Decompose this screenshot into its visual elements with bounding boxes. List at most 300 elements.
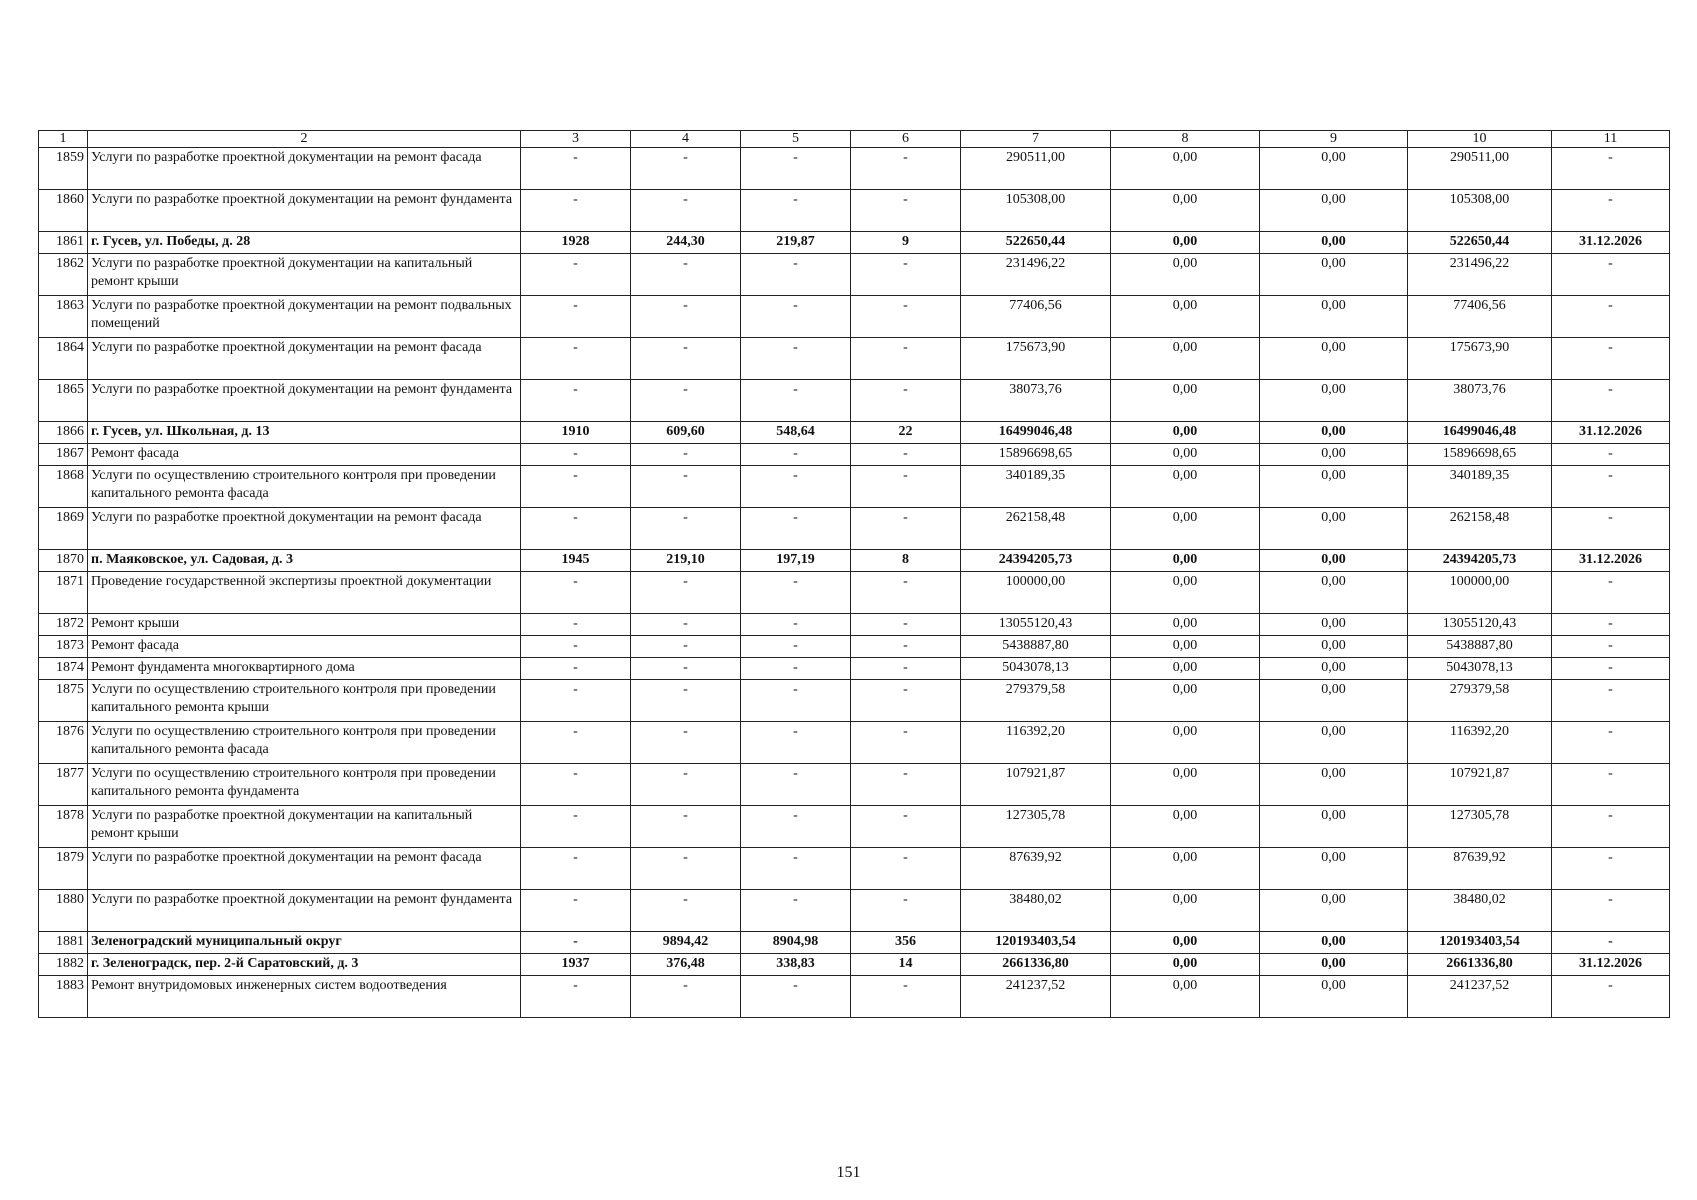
year-cell: - (521, 722, 631, 764)
area-total-cell: - (631, 148, 741, 190)
residents-cell: 8 (851, 550, 961, 572)
item-name: Услуги по разработке проектной документации на капитальный ремонт крыши (88, 254, 521, 296)
item-name: г. Гусев, ул. Школьная, д. 13 (88, 422, 521, 444)
area-total-cell: - (631, 658, 741, 680)
area-living-cell: - (741, 890, 851, 932)
area-living-cell: 219,87 (741, 232, 851, 254)
header-cell: 7 (961, 131, 1111, 148)
area-total-cell: - (631, 296, 741, 338)
fund-cost-cell: 0,00 (1111, 764, 1260, 806)
item-name: Услуги по разработке проектной документации на ремонт фасада (88, 848, 521, 890)
fund-cost-cell: 0,00 (1111, 508, 1260, 550)
total-cost-cell: 15896698,65 (961, 444, 1111, 466)
area-living-cell: - (741, 338, 851, 380)
table-row (39, 764, 1670, 806)
owner-cost-cell: 87639,92 (1408, 848, 1552, 890)
row-number: 1875 (39, 680, 88, 722)
owner-cost-cell: 107921,87 (1408, 764, 1552, 806)
row-number: 1861 (39, 232, 88, 254)
budget-cost-cell: 0,00 (1260, 954, 1408, 976)
year-cell: - (521, 148, 631, 190)
total-cost-cell: 100000,00 (961, 572, 1111, 614)
table-row (39, 444, 1670, 466)
table-body (39, 131, 1670, 1018)
item-name: п. Маяковское, ул. Садовая, д. 3 (88, 550, 521, 572)
item-name: Услуги по осуществлению строительного контроля при проведении капитального ремонта фасада (88, 466, 521, 508)
fund-cost-cell: 0,00 (1111, 722, 1260, 764)
row-number: 1876 (39, 722, 88, 764)
year-cell: - (521, 848, 631, 890)
budget-cost-cell: 0,00 (1260, 148, 1408, 190)
year-cell: - (521, 444, 631, 466)
budget-cost-cell: 0,00 (1260, 232, 1408, 254)
item-name: Услуги по разработке проектной документации на ремонт фундамента (88, 890, 521, 932)
owner-cost-cell: 100000,00 (1408, 572, 1552, 614)
year-cell: - (521, 466, 631, 508)
residents-cell: - (851, 296, 961, 338)
deadline-cell: - (1552, 614, 1670, 636)
budget-cost-cell: 0,00 (1260, 806, 1408, 848)
deadline-cell: - (1552, 976, 1670, 1018)
budget-cost-cell: 0,00 (1260, 508, 1408, 550)
total-cost-cell: 231496,22 (961, 254, 1111, 296)
table-row (39, 890, 1670, 932)
deadline-cell: - (1552, 466, 1670, 508)
deadline-cell: - (1552, 658, 1670, 680)
header-cell: 4 (631, 131, 741, 148)
owner-cost-cell: 262158,48 (1408, 508, 1552, 550)
budget-cost-cell: 0,00 (1260, 890, 1408, 932)
year-cell: - (521, 658, 631, 680)
area-living-cell: - (741, 380, 851, 422)
deadline-cell: - (1552, 380, 1670, 422)
budget-cost-cell: 0,00 (1260, 190, 1408, 232)
deadline-cell: - (1552, 722, 1670, 764)
row-number: 1873 (39, 636, 88, 658)
row-number: 1880 (39, 890, 88, 932)
table-row (39, 848, 1670, 890)
row-number: 1864 (39, 338, 88, 380)
residents-cell: 356 (851, 932, 961, 954)
budget-cost-cell: 0,00 (1260, 296, 1408, 338)
year-cell: - (521, 976, 631, 1018)
item-name: Услуги по осуществлению строительного контроля при проведении капитального ремонта фасада (88, 722, 521, 764)
deadline-cell: 31.12.2026 (1552, 232, 1670, 254)
table-row (39, 636, 1670, 658)
area-total-cell: - (631, 190, 741, 232)
deadline-cell: - (1552, 190, 1670, 232)
owner-cost-cell: 2661336,80 (1408, 954, 1552, 976)
table-row (39, 380, 1670, 422)
area-total-cell: - (631, 636, 741, 658)
owner-cost-cell: 38073,76 (1408, 380, 1552, 422)
total-cost-cell: 16499046,48 (961, 422, 1111, 444)
area-total-cell: - (631, 680, 741, 722)
area-living-cell: - (741, 254, 851, 296)
budget-cost-cell: 0,00 (1260, 422, 1408, 444)
item-name: Услуги по разработке проектной документации на ремонт фасада (88, 508, 521, 550)
table-row (39, 422, 1670, 444)
budget-cost-cell: 0,00 (1260, 338, 1408, 380)
year-cell: - (521, 636, 631, 658)
table-row (39, 572, 1670, 614)
owner-cost-cell: 15896698,65 (1408, 444, 1552, 466)
year-cell: - (521, 572, 631, 614)
fund-cost-cell: 0,00 (1111, 338, 1260, 380)
item-name: Ремонт фундамента многоквартирного дома (88, 658, 521, 680)
fund-cost-cell: 0,00 (1111, 254, 1260, 296)
deadline-cell: 31.12.2026 (1552, 422, 1670, 444)
residents-cell: - (851, 148, 961, 190)
total-cost-cell: 279379,58 (961, 680, 1111, 722)
budget-cost-cell: 0,00 (1260, 380, 1408, 422)
area-total-cell: - (631, 380, 741, 422)
year-cell: - (521, 614, 631, 636)
total-cost-cell: 262158,48 (961, 508, 1111, 550)
total-cost-cell: 105308,00 (961, 190, 1111, 232)
owner-cost-cell: 77406,56 (1408, 296, 1552, 338)
row-number: 1871 (39, 572, 88, 614)
owner-cost-cell: 13055120,43 (1408, 614, 1552, 636)
header-cell: 9 (1260, 131, 1408, 148)
deadline-cell: - (1552, 338, 1670, 380)
owner-cost-cell: 38480,02 (1408, 890, 1552, 932)
item-name: Услуги по разработке проектной документации на капитальный ремонт крыши (88, 806, 521, 848)
area-total-cell: 219,10 (631, 550, 741, 572)
total-cost-cell: 290511,00 (961, 148, 1111, 190)
budget-cost-cell: 0,00 (1260, 764, 1408, 806)
table-row (39, 508, 1670, 550)
item-name: Ремонт внутридомовых инженерных систем водоотведения (88, 976, 521, 1018)
fund-cost-cell: 0,00 (1111, 614, 1260, 636)
area-total-cell: - (631, 848, 741, 890)
deadline-cell: 31.12.2026 (1552, 954, 1670, 976)
header-cell: 3 (521, 131, 631, 148)
deadline-cell: - (1552, 444, 1670, 466)
total-cost-cell: 5438887,80 (961, 636, 1111, 658)
owner-cost-cell: 24394205,73 (1408, 550, 1552, 572)
item-name: Услуги по разработке проектной документации на ремонт подвальных помещений (88, 296, 521, 338)
row-number: 1863 (39, 296, 88, 338)
residents-cell: - (851, 190, 961, 232)
residents-cell: - (851, 806, 961, 848)
total-cost-cell: 38480,02 (961, 890, 1111, 932)
fund-cost-cell: 0,00 (1111, 572, 1260, 614)
budget-cost-cell: 0,00 (1260, 550, 1408, 572)
area-living-cell: - (741, 976, 851, 1018)
area-living-cell: - (741, 658, 851, 680)
header-cell: 10 (1408, 131, 1552, 148)
owner-cost-cell: 175673,90 (1408, 338, 1552, 380)
fund-cost-cell: 0,00 (1111, 658, 1260, 680)
row-number: 1874 (39, 658, 88, 680)
owner-cost-cell: 105308,00 (1408, 190, 1552, 232)
item-name: Услуги по осуществлению строительного контроля при проведении капитального ремонта крыши (88, 680, 521, 722)
fund-cost-cell: 0,00 (1111, 466, 1260, 508)
fund-cost-cell: 0,00 (1111, 636, 1260, 658)
budget-cost-cell: 0,00 (1260, 466, 1408, 508)
total-cost-cell: 127305,78 (961, 806, 1111, 848)
owner-cost-cell: 5043078,13 (1408, 658, 1552, 680)
budget-cost-cell: 0,00 (1260, 932, 1408, 954)
budget-cost-cell: 0,00 (1260, 976, 1408, 1018)
table-row (39, 954, 1670, 976)
header-cell: 8 (1111, 131, 1260, 148)
deadline-cell: 31.12.2026 (1552, 550, 1670, 572)
budget-cost-cell: 0,00 (1260, 444, 1408, 466)
budget-cost-cell: 0,00 (1260, 254, 1408, 296)
deadline-cell: - (1552, 680, 1670, 722)
year-cell: - (521, 932, 631, 954)
row-number: 1865 (39, 380, 88, 422)
area-total-cell: - (631, 764, 741, 806)
budget-cost-cell: 0,00 (1260, 614, 1408, 636)
fund-cost-cell: 0,00 (1111, 190, 1260, 232)
residents-cell: - (851, 254, 961, 296)
residents-cell: - (851, 338, 961, 380)
item-name: г. Зеленоградск, пер. 2-й Саратовский, д. 3 (88, 954, 521, 976)
area-total-cell: - (631, 722, 741, 764)
table-row (39, 976, 1670, 1018)
row-number: 1868 (39, 466, 88, 508)
header-cell: 2 (88, 131, 521, 148)
residents-cell: 22 (851, 422, 961, 444)
residents-cell: - (851, 466, 961, 508)
total-cost-cell: 24394205,73 (961, 550, 1111, 572)
area-living-cell: 8904,98 (741, 932, 851, 954)
year-cell: - (521, 680, 631, 722)
budget-cost-cell: 0,00 (1260, 636, 1408, 658)
total-cost-cell: 107921,87 (961, 764, 1111, 806)
residents-cell: - (851, 380, 961, 422)
area-total-cell: 376,48 (631, 954, 741, 976)
year-cell: - (521, 764, 631, 806)
item-name: Услуги по разработке проектной документации на ремонт фундамента (88, 380, 521, 422)
total-cost-cell: 522650,44 (961, 232, 1111, 254)
total-cost-cell: 175673,90 (961, 338, 1111, 380)
area-total-cell: - (631, 614, 741, 636)
area-living-cell: - (741, 190, 851, 232)
deadline-cell: - (1552, 636, 1670, 658)
row-number: 1866 (39, 422, 88, 444)
area-total-cell: - (631, 466, 741, 508)
deadline-cell: - (1552, 806, 1670, 848)
area-total-cell: - (631, 444, 741, 466)
owner-cost-cell: 231496,22 (1408, 254, 1552, 296)
row-number: 1883 (39, 976, 88, 1018)
item-name: Ремонт фасада (88, 636, 521, 658)
fund-cost-cell: 0,00 (1111, 680, 1260, 722)
row-number: 1877 (39, 764, 88, 806)
total-cost-cell: 38073,76 (961, 380, 1111, 422)
row-number: 1869 (39, 508, 88, 550)
item-name: Услуги по осуществлению строительного контроля при проведении капитального ремонта фундамента (88, 764, 521, 806)
owner-cost-cell: 279379,58 (1408, 680, 1552, 722)
residents-cell: - (851, 444, 961, 466)
row-number: 1872 (39, 614, 88, 636)
table-row (39, 550, 1670, 572)
owner-cost-cell: 5438887,80 (1408, 636, 1552, 658)
deadline-cell: - (1552, 848, 1670, 890)
row-number: 1879 (39, 848, 88, 890)
year-cell: 1937 (521, 954, 631, 976)
fund-cost-cell: 0,00 (1111, 848, 1260, 890)
residents-cell: - (851, 508, 961, 550)
area-living-cell: - (741, 508, 851, 550)
area-total-cell: 244,30 (631, 232, 741, 254)
total-cost-cell: 2661336,80 (961, 954, 1111, 976)
budget-cost-cell: 0,00 (1260, 848, 1408, 890)
row-number: 1870 (39, 550, 88, 572)
table-row (39, 614, 1670, 636)
item-name: Ремонт фасада (88, 444, 521, 466)
area-living-cell: - (741, 722, 851, 764)
row-number: 1862 (39, 254, 88, 296)
header-cell: 5 (741, 131, 851, 148)
area-total-cell: - (631, 976, 741, 1018)
fund-cost-cell: 0,00 (1111, 380, 1260, 422)
owner-cost-cell: 127305,78 (1408, 806, 1552, 848)
owner-cost-cell: 241237,52 (1408, 976, 1552, 1018)
fund-cost-cell: 0,00 (1111, 148, 1260, 190)
fund-cost-cell: 0,00 (1111, 806, 1260, 848)
budget-cost-cell: 0,00 (1260, 680, 1408, 722)
deadline-cell: - (1552, 932, 1670, 954)
owner-cost-cell: 522650,44 (1408, 232, 1552, 254)
area-living-cell: - (741, 806, 851, 848)
table-row (39, 658, 1670, 680)
table-row (39, 466, 1670, 508)
row-number: 1860 (39, 190, 88, 232)
table-row (39, 722, 1670, 764)
table-row (39, 806, 1670, 848)
row-number: 1878 (39, 806, 88, 848)
year-cell: - (521, 190, 631, 232)
total-cost-cell: 340189,35 (961, 466, 1111, 508)
total-cost-cell: 77406,56 (961, 296, 1111, 338)
deadline-cell: - (1552, 254, 1670, 296)
area-living-cell: 197,19 (741, 550, 851, 572)
header-cell: 11 (1552, 131, 1670, 148)
total-cost-cell: 87639,92 (961, 848, 1111, 890)
fund-cost-cell: 0,00 (1111, 296, 1260, 338)
deadline-cell: - (1552, 572, 1670, 614)
year-cell: - (521, 380, 631, 422)
area-total-cell: 609,60 (631, 422, 741, 444)
owner-cost-cell: 116392,20 (1408, 722, 1552, 764)
area-total-cell: - (631, 806, 741, 848)
residents-cell: - (851, 890, 961, 932)
area-total-cell: 9894,42 (631, 932, 741, 954)
residents-cell: - (851, 764, 961, 806)
deadline-cell: - (1552, 148, 1670, 190)
total-cost-cell: 241237,52 (961, 976, 1111, 1018)
residents-cell: - (851, 976, 961, 1018)
year-cell: - (521, 296, 631, 338)
area-living-cell: - (741, 680, 851, 722)
table-row (39, 232, 1670, 254)
area-living-cell: - (741, 848, 851, 890)
table-row (39, 148, 1670, 190)
area-living-cell: - (741, 466, 851, 508)
area-living-cell: 548,64 (741, 422, 851, 444)
fund-cost-cell: 0,00 (1111, 976, 1260, 1018)
item-name: Услуги по разработке проектной документации на ремонт фасада (88, 338, 521, 380)
year-cell: 1928 (521, 232, 631, 254)
area-total-cell: - (631, 890, 741, 932)
item-name: г. Гусев, ул. Победы, д. 28 (88, 232, 521, 254)
item-name: Зеленоградский муниципальный округ (88, 932, 521, 954)
table-row (39, 338, 1670, 380)
row-number: 1859 (39, 148, 88, 190)
residents-cell: - (851, 848, 961, 890)
item-name: Услуги по разработке проектной документации на ремонт фундамента (88, 190, 521, 232)
area-total-cell: - (631, 254, 741, 296)
budget-cost-cell: 0,00 (1260, 572, 1408, 614)
owner-cost-cell: 16499046,48 (1408, 422, 1552, 444)
residents-cell: - (851, 636, 961, 658)
table-row (39, 296, 1670, 338)
residents-cell: 9 (851, 232, 961, 254)
budget-cost-cell: 0,00 (1260, 722, 1408, 764)
area-living-cell: - (741, 148, 851, 190)
total-cost-cell: 5043078,13 (961, 658, 1111, 680)
owner-cost-cell: 120193403,54 (1408, 932, 1552, 954)
fund-cost-cell: 0,00 (1111, 954, 1260, 976)
header-row (39, 131, 1670, 148)
residents-cell: - (851, 680, 961, 722)
area-total-cell: - (631, 572, 741, 614)
year-cell: - (521, 508, 631, 550)
residents-cell: - (851, 572, 961, 614)
deadline-cell: - (1552, 890, 1670, 932)
data-table (38, 130, 1670, 1018)
area-living-cell: - (741, 572, 851, 614)
year-cell: - (521, 338, 631, 380)
header-cell: 1 (39, 131, 88, 148)
year-cell: - (521, 806, 631, 848)
area-total-cell: - (631, 508, 741, 550)
table-row (39, 680, 1670, 722)
item-name: Проведение государственной экспертизы проектной документации (88, 572, 521, 614)
residents-cell: - (851, 722, 961, 764)
residents-cell: 14 (851, 954, 961, 976)
total-cost-cell: 13055120,43 (961, 614, 1111, 636)
area-living-cell: - (741, 444, 851, 466)
area-living-cell: - (741, 636, 851, 658)
fund-cost-cell: 0,00 (1111, 444, 1260, 466)
budget-cost-cell: 0,00 (1260, 658, 1408, 680)
fund-cost-cell: 0,00 (1111, 550, 1260, 572)
fund-cost-cell: 0,00 (1111, 422, 1260, 444)
fund-cost-cell: 0,00 (1111, 932, 1260, 954)
year-cell: - (521, 890, 631, 932)
page-number: 151 (836, 1164, 861, 1181)
total-cost-cell: 116392,20 (961, 722, 1111, 764)
fund-cost-cell: 0,00 (1111, 890, 1260, 932)
deadline-cell: - (1552, 764, 1670, 806)
area-total-cell: - (631, 338, 741, 380)
row-number: 1881 (39, 932, 88, 954)
area-living-cell: - (741, 764, 851, 806)
area-living-cell: 338,83 (741, 954, 851, 976)
header-cell: 6 (851, 131, 961, 148)
deadline-cell: - (1552, 296, 1670, 338)
deadline-cell: - (1552, 508, 1670, 550)
row-number: 1882 (39, 954, 88, 976)
item-name: Услуги по разработке проектной документации на ремонт фасада (88, 148, 521, 190)
row-number: 1867 (39, 444, 88, 466)
